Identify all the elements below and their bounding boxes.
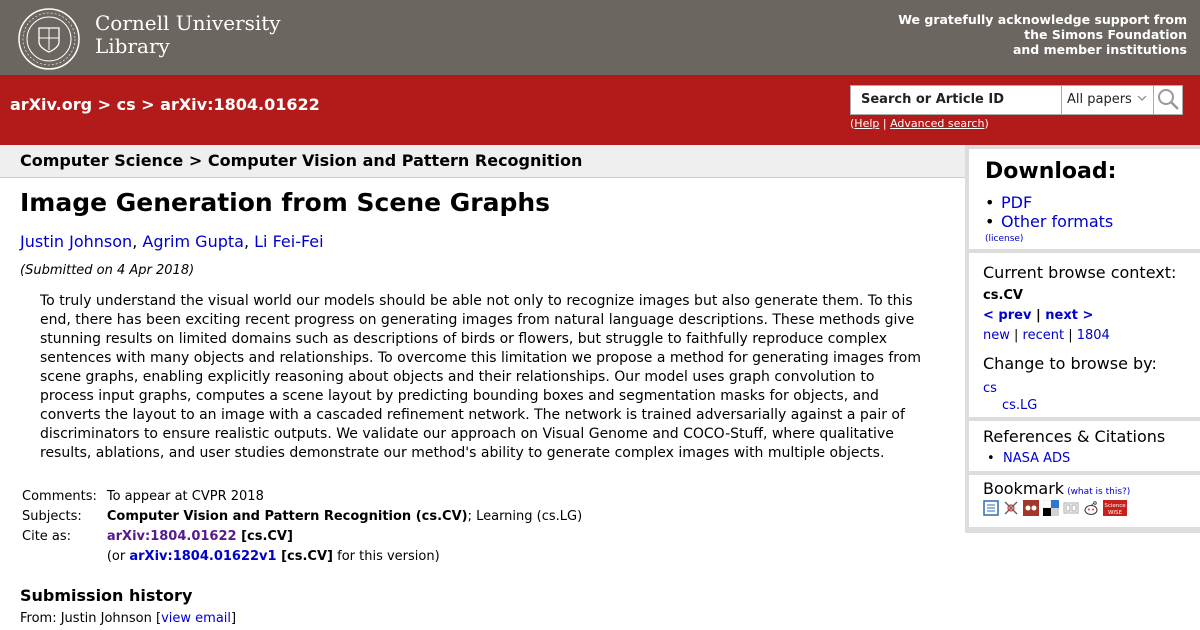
support-line3: and member institutions bbox=[1012, 42, 1187, 57]
cite-row bbox=[20, 528, 584, 548]
bookmark-what-link[interactable]: (what is this?) bbox=[1067, 487, 1131, 497]
search-button[interactable] bbox=[1153, 85, 1183, 115]
version-row bbox=[20, 548, 584, 568]
comments-label: Comments: bbox=[22, 489, 97, 504]
cite-label: Cite as: bbox=[22, 529, 72, 544]
from-prefix: From: Justin Johnson [ bbox=[20, 611, 162, 626]
browse-prev-next bbox=[983, 308, 1093, 323]
link-separator: | bbox=[1064, 328, 1077, 343]
reddit-icon[interactable] bbox=[1083, 500, 1099, 516]
author-separator: , bbox=[132, 232, 143, 251]
pdf-link[interactable]: PDF bbox=[1001, 193, 1033, 212]
bookmark-title bbox=[983, 479, 1130, 498]
browse-cs-lg-link[interactable]: cs.LG bbox=[1002, 398, 1038, 413]
version-category: [cs.CV] bbox=[276, 549, 333, 564]
subjects-label: Subjects: bbox=[22, 509, 82, 524]
nasa-ads-link[interactable]: NASA ADS bbox=[1003, 451, 1071, 466]
bibsonomy-icon[interactable] bbox=[983, 500, 999, 516]
library-name[interactable] bbox=[95, 12, 281, 58]
digg-icon[interactable] bbox=[1063, 500, 1079, 516]
primary-subject: Computer Vision and Pattern Recognition (cs.CV) bbox=[106, 509, 468, 524]
search-icon bbox=[1154, 86, 1182, 114]
submission-date: (Submitted on 4 Apr 2018) bbox=[20, 263, 195, 278]
paren-open: ( bbox=[850, 117, 855, 130]
cornell-seal-icon[interactable] bbox=[18, 8, 80, 70]
abstract: To truly understand the visual world our models should be able not only to recognize images but also generate them. To this end, there has been exciting recent progress on generating images from natural language descriptions. These methods give stunning results on limited domains such as descriptions of birds or flowers, but struggle to faithfully reproduce complex sentences with many objects and relationships. To overcome this limitation we propose a method for generating images from scene graphs, enabling explicitly reasoning about objects and their relationships. Our model uses graph convolution to process input graphs, computes a scene layout by predicting bounding boxes and segmentation masks for objects, and converts the layout to an image with a cascaded refinement network. The network is trained adversarially against a pair of discriminators to ensure realistic outputs. We validate our approach on Visual Genome and COCO-Stuff, where qualitative results, ablations, and user studies demonstrate our method's ability to generate complex images with multiple objects. bbox=[40, 293, 921, 461]
references-panel bbox=[969, 421, 1200, 471]
extra-services-sidebar bbox=[965, 145, 1200, 533]
version-value bbox=[105, 548, 584, 568]
version-id-link[interactable]: arXiv:1804.01622v1 bbox=[129, 549, 277, 564]
browse-context-panel bbox=[969, 253, 1200, 417]
download-item bbox=[985, 193, 1113, 212]
recent-link[interactable]: recent bbox=[1022, 328, 1065, 343]
subjects-row bbox=[20, 508, 584, 528]
browse-context-category: cs.CV bbox=[983, 288, 1023, 303]
author-separator: , bbox=[243, 232, 255, 251]
paren-close: ) bbox=[984, 117, 989, 130]
chevron-down-icon bbox=[1137, 93, 1147, 103]
search-help-links bbox=[850, 117, 989, 130]
prev-link[interactable]: < prev bbox=[983, 308, 1032, 323]
mendeley-icon[interactable] bbox=[1023, 500, 1039, 516]
breadcrumb-separator: > bbox=[92, 95, 117, 114]
view-email-link[interactable]: view email bbox=[161, 611, 232, 626]
paper-title: Image Generation from Scene Graphs bbox=[20, 188, 551, 217]
help-link[interactable]: Help bbox=[854, 117, 880, 130]
library-name-line2: Library bbox=[95, 34, 170, 58]
breadcrumb bbox=[10, 95, 320, 114]
bookmark-label: Bookmark bbox=[983, 479, 1065, 498]
subjects-value bbox=[105, 508, 584, 528]
download-item bbox=[985, 212, 1113, 231]
sciencewise-icon[interactable] bbox=[1103, 500, 1127, 516]
browse-list-links bbox=[983, 328, 1110, 343]
secondary-subjects: ; Learning (cs.LG) bbox=[467, 509, 583, 524]
version-prefix: (or bbox=[106, 549, 130, 564]
search-scope-value: All papers bbox=[1067, 92, 1132, 107]
advanced-search-link[interactable]: Advanced search bbox=[890, 117, 985, 130]
support-acknowledgement bbox=[898, 12, 1187, 57]
version-suffix: for this version) bbox=[332, 549, 440, 564]
sciencewise-text-line1: Science bbox=[1104, 503, 1126, 509]
support-line1: We gratefully acknowledge support from bbox=[898, 12, 1187, 27]
search-input[interactable]: Search or Article ID bbox=[850, 85, 1062, 115]
download-list bbox=[985, 193, 1113, 231]
breadcrumb-category-link[interactable]: cs bbox=[116, 95, 136, 114]
empty-cell bbox=[20, 548, 105, 568]
author-link[interactable]: Li Fei-Fei bbox=[254, 232, 324, 251]
comments-row bbox=[20, 488, 584, 508]
author-list bbox=[20, 232, 324, 251]
browse-context-title: Current browse context: bbox=[983, 263, 1177, 282]
month-link[interactable]: 1804 bbox=[1076, 328, 1110, 343]
cite-value bbox=[105, 528, 584, 548]
submission-from bbox=[20, 611, 236, 626]
comments-value: To appear at CVPR 2018 bbox=[106, 489, 264, 504]
sciencewise-text-line2: WISE bbox=[1107, 510, 1123, 516]
metadata-table bbox=[20, 488, 584, 568]
breadcrumb-article-link[interactable]: arXiv:1804.01622 bbox=[160, 95, 320, 114]
next-link[interactable]: next > bbox=[1045, 308, 1094, 323]
references-list bbox=[983, 451, 1070, 466]
browse-cs-link[interactable]: cs bbox=[983, 381, 997, 396]
support-line2: the Simons Foundation bbox=[1024, 27, 1187, 42]
other-formats-link[interactable]: Other formats bbox=[1001, 212, 1114, 231]
bookmark-panel bbox=[969, 475, 1200, 527]
cite-category: [cs.CV] bbox=[236, 529, 293, 544]
nav-separator: | bbox=[1031, 308, 1046, 323]
link-separator: | bbox=[879, 117, 891, 130]
license-link[interactable]: (license) bbox=[985, 234, 1024, 244]
delicious-icon[interactable] bbox=[1043, 500, 1059, 516]
from-suffix: ] bbox=[231, 611, 237, 626]
library-header bbox=[0, 0, 1200, 75]
arxiv-nav-bar bbox=[0, 75, 1200, 145]
author-link[interactable]: Agrim Gupta bbox=[142, 232, 244, 251]
cite-id-link[interactable]: arXiv:1804.01622 bbox=[106, 529, 237, 544]
citeulike-icon[interactable] bbox=[1003, 500, 1019, 516]
submission-history-title: Submission history bbox=[20, 586, 193, 605]
breadcrumb-separator: > bbox=[135, 95, 161, 114]
download-panel bbox=[969, 149, 1200, 249]
author-link[interactable]: Justin Johnson bbox=[20, 232, 133, 251]
link-separator: | bbox=[1009, 328, 1023, 343]
download-title: Download: bbox=[985, 159, 1117, 184]
library-name-line1: Cornell University bbox=[95, 11, 281, 35]
breadcrumb-home-link[interactable]: arXiv.org bbox=[10, 95, 93, 114]
references-title: References & Citations bbox=[983, 427, 1166, 446]
search-scope-select[interactable] bbox=[1061, 85, 1154, 115]
change-browse-title: Change to browse by: bbox=[983, 354, 1157, 373]
subject-heading: Computer Science > Computer Vision and Pattern Recognition bbox=[0, 145, 965, 178]
new-link[interactable]: new bbox=[983, 328, 1010, 343]
